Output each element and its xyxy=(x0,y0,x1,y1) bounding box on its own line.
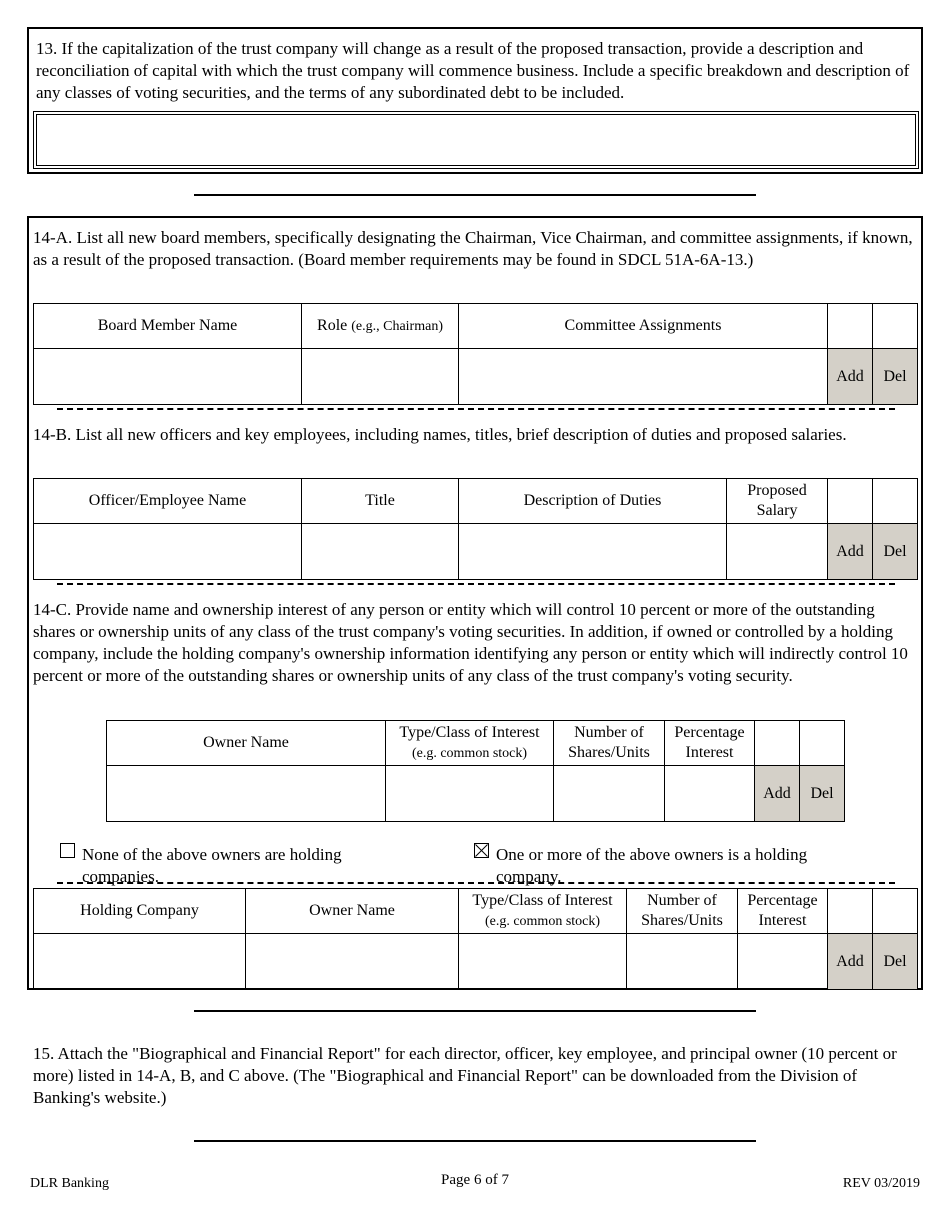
header-officer-name: Officer/Employee Name xyxy=(34,479,302,524)
dashed-divider xyxy=(57,408,895,410)
delete-row-button[interactable]: Del xyxy=(873,934,918,990)
dashed-divider xyxy=(57,583,895,585)
option-one-holding xyxy=(474,826,874,888)
header-percentage: Percentage Interest xyxy=(665,721,755,766)
header-type-class: Type/Class of Interest (e.g. common stock) xyxy=(459,889,627,934)
delete-row-button[interactable]: Del xyxy=(800,766,845,822)
q14c-text: 14-C. Provide name and ownership interest of any person or entity which will control 10 percent or more of the outstanding shares or ownership units of any class of the trust company's voting securities. In addition, if owned or controlled by a holding company, include the holding company's ownership information identifying any person or entity which will indirectly control 10 percent or more of the outstanding shares or ownership units of any class of the trust company's voting security. xyxy=(33,600,908,685)
duties-cell[interactable] xyxy=(459,524,727,580)
salary-cell[interactable] xyxy=(727,524,828,580)
footer-revision: REV 03/2019 xyxy=(842,1176,920,1191)
title-cell[interactable] xyxy=(302,524,459,580)
board-members-table xyxy=(33,303,918,405)
board-member-name-cell[interactable] xyxy=(34,349,302,405)
q14a-text: 14-A. List all new board members, specifically designating the Chairman, Vice Chairman, and committee assignments, if known, as a result of the proposed transaction. (Board member requirements may be found in SDCL 51A-6A-13.) xyxy=(33,228,913,269)
option-one-label: One or more of the above owners is a holding company. xyxy=(496,845,808,886)
header-number-shares: Number of Shares/Units xyxy=(554,721,665,766)
add-row-button[interactable]: Add xyxy=(828,524,873,580)
delete-row-button[interactable]: Del xyxy=(873,349,918,405)
delete-row-button[interactable]: Del xyxy=(873,524,918,580)
dashed-divider xyxy=(57,882,895,884)
header-number-shares: Number of Shares/Units xyxy=(627,889,738,934)
owners-table xyxy=(106,720,845,822)
committee-assignments-cell[interactable] xyxy=(459,349,828,405)
header-type-class: Type/Class of Interest (e.g. common stock) xyxy=(386,721,554,766)
percentage-cell[interactable] xyxy=(665,766,755,822)
add-row-button[interactable]: Add xyxy=(828,349,873,405)
header-percentage: Percentage Interest xyxy=(738,889,828,934)
header-empty xyxy=(800,721,845,766)
owner-name-cell[interactable] xyxy=(107,766,386,822)
role-cell[interactable] xyxy=(302,349,459,405)
number-shares-cell[interactable] xyxy=(627,934,738,990)
section-divider xyxy=(194,1010,756,1012)
section-divider xyxy=(194,1140,756,1142)
option-none-holding xyxy=(60,826,400,888)
checkbox-none-holding[interactable] xyxy=(60,843,75,858)
q13-answer-field[interactable] xyxy=(33,111,919,169)
option-none-label: None of the above owners are holding companies. xyxy=(82,845,342,886)
officers-table xyxy=(33,478,918,580)
type-class-cell[interactable] xyxy=(459,934,627,990)
q15-text: 15. Attach the "Biographical and Financial Report" for each director, officer, key employee, and principal owner (10 percent or more) listed in 14-A, B, and C above. (The "Biographical and Financial Report" can be downloaded from the Division of Banking's website.) xyxy=(33,1044,897,1107)
checkbox-one-holding[interactable] xyxy=(474,843,489,858)
officer-name-cell[interactable] xyxy=(34,524,302,580)
header-empty xyxy=(755,721,800,766)
header-board-member-name: Board Member Name xyxy=(34,304,302,349)
add-row-button[interactable]: Add xyxy=(828,934,873,990)
holding-company-table xyxy=(33,888,918,990)
header-empty xyxy=(873,889,918,934)
header-holding-company: Holding Company xyxy=(34,889,246,934)
header-empty xyxy=(873,479,918,524)
type-class-cell[interactable] xyxy=(386,766,554,822)
holding-company-cell[interactable] xyxy=(34,934,246,990)
percentage-cell[interactable] xyxy=(738,934,828,990)
owner-name-cell[interactable] xyxy=(246,934,459,990)
header-empty xyxy=(828,479,873,524)
header-owner-name: Owner Name xyxy=(246,889,459,934)
number-shares-cell[interactable] xyxy=(554,766,665,822)
header-empty xyxy=(828,304,873,349)
q14b-text: 14-B. List all new officers and key employees, including names, titles, brief description of duties and proposed salaries. xyxy=(33,425,847,444)
header-title: Title xyxy=(302,479,459,524)
footer-left: DLR Banking xyxy=(30,1176,109,1191)
header-empty xyxy=(828,889,873,934)
header-role: Role (e.g., Chairman) xyxy=(302,304,459,349)
header-committee-assignments: Committee Assignments xyxy=(459,304,828,349)
add-row-button[interactable]: Add xyxy=(755,766,800,822)
header-proposed-salary: Proposed Salary xyxy=(727,479,828,524)
q13-section xyxy=(27,27,923,174)
section-divider xyxy=(194,194,756,196)
header-empty xyxy=(873,304,918,349)
header-owner-name: Owner Name xyxy=(107,721,386,766)
header-duties: Description of Duties xyxy=(459,479,727,524)
footer-page-number: Page 6 of 7 xyxy=(441,1172,509,1188)
q13-text: 13. If the capitalization of the trust company will change as a result of the proposed transaction, provide a description and reconciliation of capital with which the trust company will commence business. Include a specific breakdown and description of any classes of voting securities, and the terms of any subordinated debt to be included. xyxy=(36,39,910,102)
